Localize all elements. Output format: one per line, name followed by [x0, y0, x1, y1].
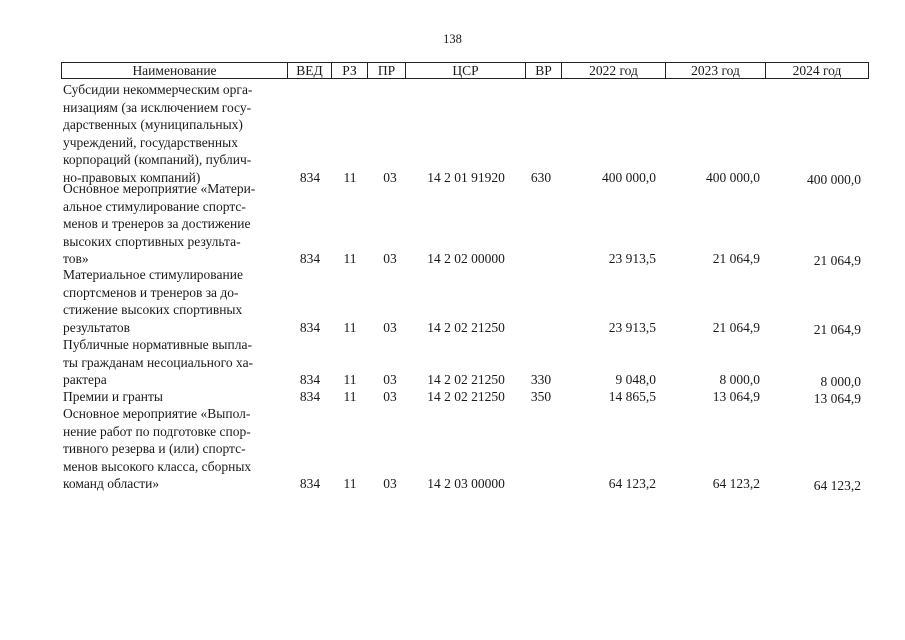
- row-name-line: корпораций (компаний), публич-: [63, 152, 252, 167]
- value-2024: 13 064,9: [813, 391, 861, 406]
- ved-cell: 834: [299, 319, 321, 335]
- value-2022: 9 048,0: [615, 372, 656, 387]
- row-name: [63, 405, 285, 493]
- table-row: [61, 405, 869, 493]
- table-header: [61, 62, 869, 79]
- row-name-line: нение работ по подготовке спор-: [63, 423, 251, 439]
- value-2023: 21 064,9: [712, 319, 760, 335]
- ved-cell: 834: [299, 476, 321, 491]
- value-2024: 21 064,9: [813, 253, 861, 268]
- header-ved: ВЕД: [288, 63, 332, 78]
- row-name: [63, 81, 285, 186]
- csr-cell: 14 2 02 21250: [427, 389, 505, 404]
- row-name-line: низациям (за исключением госу-: [63, 99, 252, 115]
- row-name-line: высоких спортивных результа-: [63, 233, 241, 249]
- table-row: [61, 81, 869, 186]
- value-2022: 64 123,2: [608, 476, 656, 491]
- header-vr: ВР: [526, 63, 562, 78]
- rz-cell: 11: [343, 169, 357, 185]
- csr-cell: 14 2 03 00000: [427, 476, 505, 491]
- ved-cell: 834: [299, 169, 321, 185]
- pr-cell: 03: [383, 319, 397, 335]
- header-rz: РЗ: [332, 63, 368, 78]
- header-name: Наименование: [62, 63, 288, 78]
- header-pr: ПР: [368, 63, 406, 78]
- rz-cell: 11: [343, 372, 357, 387]
- row-name-line: дарственных (муниципальных): [63, 117, 243, 132]
- row-name-line: тов»: [63, 251, 89, 266]
- value-2024: 21 064,9: [813, 321, 861, 337]
- row-name-line: Премии и гранты: [63, 389, 163, 404]
- vr-cell: [526, 475, 556, 492]
- pr-cell: 03: [383, 169, 397, 185]
- pr-cell: 03: [383, 476, 397, 491]
- row-name-line: менов высокого класса, сборных: [63, 458, 252, 474]
- header-2024: 2024 год: [792, 63, 842, 78]
- row-name-line: ты гражданам несоциального ха-: [63, 354, 254, 370]
- row-name-line: Основное мероприятие «Выпол-: [63, 406, 251, 421]
- table-row: [61, 266, 869, 336]
- ved-cell: 834: [299, 389, 321, 404]
- csr-cell: 14 2 01 91920: [427, 169, 505, 185]
- vr-cell: [526, 319, 556, 336]
- ved-cell: 834: [299, 251, 321, 266]
- rz-cell: 11: [343, 251, 357, 266]
- row-name: [63, 180, 285, 268]
- pr-cell: 03: [383, 251, 397, 266]
- value-2023: 8 000,0: [719, 372, 760, 387]
- row-name-line: команд области»: [63, 476, 160, 491]
- row-name-line: Публичные нормативные выпла-: [63, 337, 252, 352]
- row-name-line: Основное мероприятие «Матери-: [63, 181, 256, 196]
- row-name-line: спортсменов и тренеров за до-: [63, 284, 239, 300]
- vr-cell: 330: [530, 372, 552, 387]
- row-name-line: учреждений, государственных: [63, 134, 238, 150]
- ved-cell: 834: [299, 372, 321, 387]
- budget-table: [61, 62, 869, 493]
- rz-cell: 11: [343, 389, 357, 404]
- header-2022: 2022 год: [562, 63, 666, 78]
- row-name-line: альное стимулирование спортс-: [63, 198, 246, 214]
- row-name-line: Материальное стимулирование: [63, 267, 243, 282]
- value-2022: 23 913,5: [608, 251, 656, 266]
- csr-cell: 14 2 02 21250: [427, 319, 505, 335]
- row-name-line: тивного резерва и (или) спортс-: [63, 441, 246, 456]
- value-2023: 21 064,9: [712, 251, 760, 266]
- header-2023: 2023 год: [666, 63, 766, 78]
- row-name-line: но-правовых компаний): [63, 169, 201, 185]
- table-row: [61, 388, 869, 406]
- row-name-line: стижение высоких спортивных: [63, 302, 243, 317]
- value-2024: 8 000,0: [820, 374, 861, 389]
- value-2022: 400 000,0: [602, 169, 656, 185]
- table-row: [61, 336, 869, 389]
- value-2024: 400 000,0: [807, 171, 861, 187]
- row-name: [63, 388, 285, 406]
- vr-cell: [526, 250, 556, 267]
- rz-cell: 11: [343, 476, 357, 491]
- vr-cell: 630: [530, 169, 552, 185]
- pr-cell: 03: [383, 389, 397, 404]
- row-name-line: менов и тренеров за достижение: [63, 216, 251, 231]
- value-2022: 14 865,5: [608, 389, 656, 404]
- header-csr: ЦСР: [406, 63, 526, 78]
- vr-cell: 350: [530, 389, 552, 404]
- csr-cell: 14 2 02 21250: [427, 372, 505, 387]
- page-number: 138: [443, 32, 462, 46]
- value-2023: 64 123,2: [712, 476, 760, 491]
- value-2022: 23 913,5: [608, 319, 656, 335]
- pr-cell: 03: [383, 372, 397, 387]
- csr-cell: 14 2 02 00000: [427, 251, 505, 266]
- row-name: [63, 336, 285, 389]
- row-name-line: рактера: [63, 372, 107, 387]
- row-name: [63, 266, 285, 336]
- value-2023: 13 064,9: [712, 389, 760, 404]
- value-2023: 400 000,0: [706, 169, 760, 185]
- value-2024: 64 123,2: [813, 478, 861, 493]
- table-row: [61, 180, 869, 268]
- row-name-line: Субсидии некоммерческим орга-: [63, 82, 253, 97]
- rz-cell: 11: [343, 319, 357, 335]
- row-name-line: результатов: [63, 319, 131, 335]
